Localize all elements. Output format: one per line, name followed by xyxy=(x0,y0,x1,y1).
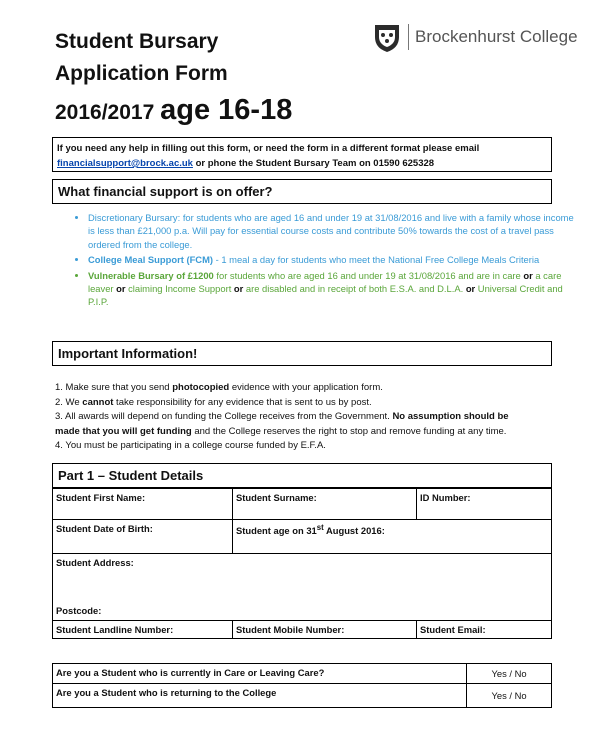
id-number-field[interactable] xyxy=(417,489,552,520)
field-label: Student Surname: xyxy=(236,492,317,503)
support-item-title: Vulnerable Bursary of £1200 xyxy=(88,269,214,281)
support-heading: What financial support is on offer? xyxy=(52,179,552,204)
or-text: or xyxy=(233,283,244,295)
part1-heading: Part 1 – Student Details xyxy=(52,463,552,488)
college-name: Brockenhurst College xyxy=(415,27,578,46)
support-item-text: claiming Income Support xyxy=(125,283,234,295)
field-label: Student First Name: xyxy=(56,492,146,503)
list-item xyxy=(88,253,578,266)
questions-table xyxy=(52,663,552,708)
or-text: or xyxy=(465,283,476,295)
field-label: Student age on 31 xyxy=(236,525,317,537)
important-info xyxy=(55,381,555,454)
table-row xyxy=(53,684,552,708)
info-line xyxy=(55,396,555,411)
info-line xyxy=(55,410,555,425)
surname-field[interactable] xyxy=(233,489,417,520)
mobile-field[interactable] xyxy=(233,621,417,639)
help-email-link[interactable]: financialsupport@brock.ac.uk xyxy=(57,158,193,169)
field-label: Student Date of Birth: xyxy=(56,523,153,534)
email-field[interactable] xyxy=(417,621,552,639)
support-item-text: - 1 meal a day for students who meet the National Free College Meals Criteria xyxy=(213,254,540,266)
field-label: Student Landline Number: xyxy=(56,624,174,635)
yes-no-answer[interactable]: Yes / No xyxy=(467,664,552,684)
question-text: Are you a Student who is currently in Care or Leaving Care? xyxy=(53,664,467,684)
info-text: 2. We xyxy=(55,396,83,408)
info-text: 1. Make sure that you send xyxy=(55,382,173,393)
college-crest-icon xyxy=(372,21,402,53)
first-name-field[interactable] xyxy=(53,489,233,520)
year-text: 2016/2017 xyxy=(55,101,155,124)
question-text: Are you a Student who is returning to the College xyxy=(53,684,467,708)
info-emphasis: cannot xyxy=(82,396,114,408)
support-item-text: Universal Credit and P.I.P. xyxy=(88,283,563,308)
student-details-table xyxy=(52,488,552,639)
help-phone-text: or phone the Student Bursary Team on 01590 625328 xyxy=(192,158,435,169)
support-item-text: : for students who are aged 16 and under 19 at 31/08/2016 and live with a family whose income is less than £21,000 p.a. Will pay for essential course costs and contribute 50% towards the cost of a travel pass ordered from the college. xyxy=(88,212,574,250)
dob-field[interactable] xyxy=(53,520,233,554)
support-item-text: a care leaver xyxy=(88,269,562,295)
info-line: 4. You must be participating in a college course funded by E.F.A. xyxy=(55,440,326,451)
field-label: Student Email: xyxy=(420,624,486,635)
or-text: or xyxy=(116,283,126,295)
field-label: Student Address: xyxy=(56,557,134,568)
list-item xyxy=(88,211,578,251)
field-label: ID Number: xyxy=(420,492,471,503)
support-item-title: College Meal Support (FCM) xyxy=(88,254,213,266)
college-logo xyxy=(372,20,578,54)
info-text: and the College reserves the right to stop and remove funding at any time. xyxy=(191,425,507,437)
info-emphasis: made that you will get funding xyxy=(55,425,192,437)
support-item-text: are disabled and in receipt of both E.S.A. and D.L.A. xyxy=(243,283,466,295)
table-row xyxy=(53,664,552,684)
info-text: evidence with your application form. xyxy=(229,382,383,393)
support-item-title: Discretionary Bursary xyxy=(88,212,178,223)
info-text: 3. All awards will depend on funding the College receives from the Government. xyxy=(55,411,393,422)
info-emphasis: No assumption should be xyxy=(392,411,509,422)
age-text: age 16-18 xyxy=(160,94,293,126)
form-title-year xyxy=(55,96,292,125)
info-line xyxy=(55,425,555,440)
form-title-line1: Student Bursary xyxy=(55,30,219,53)
age-field[interactable] xyxy=(233,520,552,554)
field-label: August 2016: xyxy=(323,525,385,537)
address-field[interactable] xyxy=(53,554,552,621)
support-list xyxy=(70,211,578,311)
postcode-label: Postcode: xyxy=(56,605,102,616)
help-text: If you need any help in filling out this form, or need the form in a different format please email xyxy=(57,143,480,154)
or-text: or xyxy=(523,269,533,281)
list-item xyxy=(88,269,578,309)
support-item-text: for students who are aged 16 and under 19 at 31/08/2016 and are in care xyxy=(213,269,524,281)
field-label: Student Mobile Number: xyxy=(236,624,345,635)
important-heading: Important Information! xyxy=(52,341,552,366)
landline-field[interactable] xyxy=(53,621,233,639)
info-emphasis: photocopied xyxy=(172,382,230,393)
form-title-line2: Application Form xyxy=(55,62,228,85)
help-box xyxy=(52,137,552,172)
yes-no-answer[interactable]: Yes / No xyxy=(467,684,552,708)
info-line xyxy=(55,381,555,396)
info-text: take responsibility for any evidence that is sent to us by post. xyxy=(113,396,372,408)
field-label-sup: st xyxy=(316,523,324,532)
